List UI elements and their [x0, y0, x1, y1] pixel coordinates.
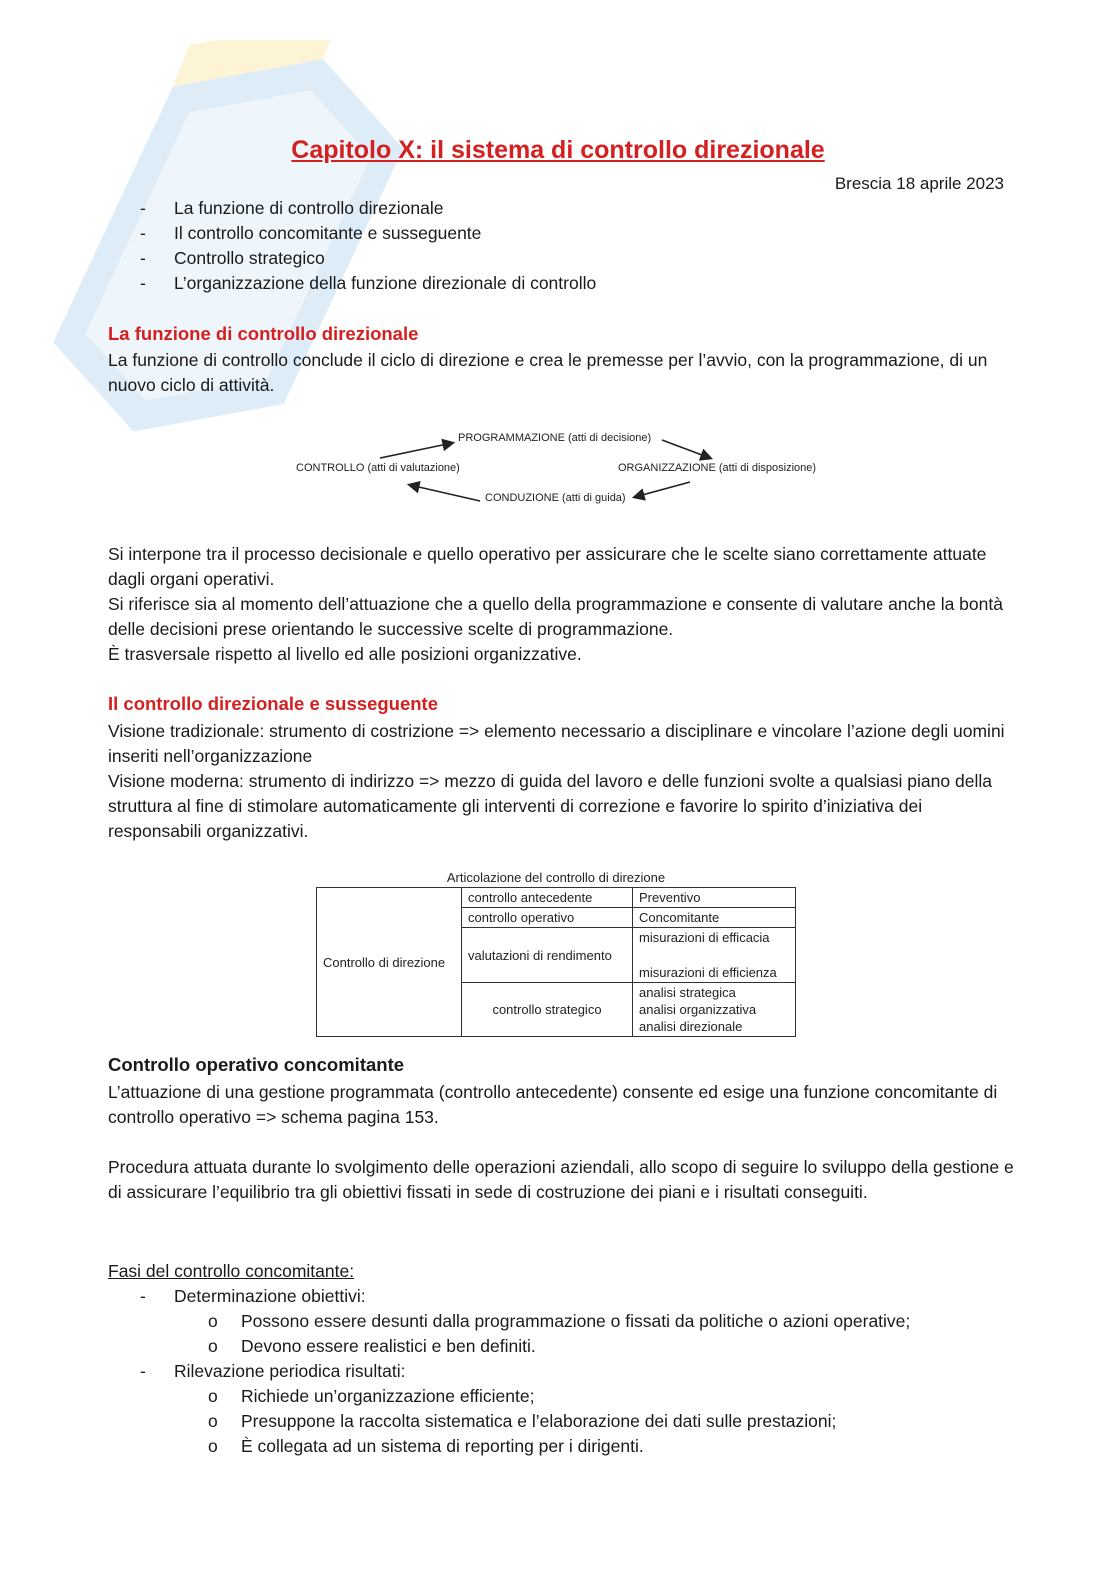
cell-line: analisi direzionale	[639, 1019, 743, 1034]
table-cell: controllo antecedente	[462, 888, 633, 908]
paragraph: Si interpone tra il processo decisionale e quello operativo per assicurare che le scelte siano correttamente attuate dagli organi operativi.	[108, 544, 987, 589]
paragraph: Visione tradizionale: strumento di costrizione => elemento necessario a disciplinare e vincolare l’azione degli uomini inseriti nell’organizzazione	[108, 721, 1005, 766]
paragraph: Si riferisce sia al momento dell’attuazione che a quello della programmazione e consente di valutare anche la bontà delle decisioni prese orientando le successive scelte di programmazione.	[108, 594, 1003, 639]
phases-title: Fasi del controllo concomitante:	[108, 1261, 355, 1281]
diagram-label-left: CONTROLLO (atti di valutazione)	[296, 462, 460, 474]
list-item: - Controllo strategico	[140, 248, 325, 268]
table-caption: Articolazione del controllo di direzione	[446, 870, 666, 885]
phases-list	[140, 1284, 1020, 1459]
paragraph-block	[108, 542, 1018, 667]
list-item: - L’organizzazione della funzione direzionale di controllo	[140, 273, 597, 293]
diagram-arrows	[280, 425, 840, 515]
sub-list-item: o Devono essere realistici e ben definiti.	[208, 1336, 536, 1356]
section-heading: La funzione di controllo direzionale	[108, 323, 419, 344]
cell-line: misurazioni di efficacia	[639, 930, 770, 945]
paragraph: L’attuazione di una gestione programmata (controllo antecedente) consente ed esige una funzione concomitante di controllo operativo => schema pagina 153.	[108, 1082, 998, 1127]
section-heading: Il controllo direzionale e susseguente	[108, 693, 438, 714]
table-cell: controllo operativo	[462, 908, 633, 928]
section-heading: Controllo operativo concomitante	[108, 1054, 405, 1075]
table-cell: valutazioni di rendimento	[462, 928, 633, 983]
outline-list	[140, 196, 1020, 296]
cell-line: analisi strategica	[639, 985, 736, 1000]
list-item: - Rilevazione periodica risultati:	[140, 1361, 406, 1381]
sub-list-item: o È collegata ad un sistema di reporting per i dirigenti.	[208, 1436, 644, 1456]
table-cell	[633, 983, 796, 1037]
paragraph: Procedura attuata durante lo svolgimento delle operazioni aziendali, allo scopo di seguire lo sviluppo della gestione e di assicurare l’equilibrio tra gli obiettivi fissati in sede di costruzione dei piani e i risultati conseguiti.	[108, 1157, 1014, 1202]
cycle-diagram	[280, 425, 840, 515]
list-item: - Determinazione obiettivi:	[140, 1286, 366, 1306]
document-date: Brescia 18 aprile 2023	[834, 174, 1004, 193]
paragraph: È trasversale rispetto al livello ed alle posizioni organizzative.	[108, 644, 582, 664]
table-cell	[633, 928, 796, 983]
control-table-container	[316, 869, 796, 1037]
cell-line: misurazioni di efficienza	[639, 965, 777, 980]
page-title: Capitolo X: il sistema di controllo direzionale	[291, 136, 825, 164]
sub-list-item: o Presuppone la raccolta sistematica e l’elaborazione dei dati sulle prestazioni;	[208, 1411, 837, 1431]
cell-line: analisi organizzativa	[639, 1002, 757, 1017]
list-item: - La funzione di controllo direzionale	[140, 198, 444, 218]
paragraph-block	[108, 719, 1018, 844]
sub-list-item: o Richiede un’organizzazione efficiente;	[208, 1386, 535, 1406]
table-cell: Concomitante	[633, 908, 796, 928]
diagram-label-right: ORGANIZZAZIONE (atti di disposizione)	[618, 462, 817, 474]
control-table	[316, 887, 796, 1037]
table-cell: controllo strategico	[462, 983, 633, 1037]
diagram-label-top: PROGRAMMAZIONE (atti di decisione)	[458, 432, 652, 444]
paragraph: La funzione di controllo conclude il ciclo di direzione e crea le premesse per l’avvio, con la programmazione, di un nuovo ciclo di attività.	[108, 350, 988, 395]
table-cell: Preventivo	[633, 888, 796, 908]
diagram-label-bottom: CONDUZIONE (atti di guida)	[485, 492, 626, 504]
table-cell: Controllo di direzione	[317, 888, 462, 1037]
sub-list-item: o Possono essere desunti dalla programmazione o fissati da politiche o azioni operative;	[208, 1311, 911, 1331]
paragraph: Visione moderna: strumento di indirizzo => mezzo di guida del lavoro e delle funzioni svolte a qualsiasi piano della struttura al fine di stimolare automaticamente gli interventi di correzione e favorire lo spirito d’iniziativa dei responsabili organizzativi.	[108, 771, 992, 841]
list-item: - Il controllo concomitante e susseguente	[140, 223, 482, 243]
